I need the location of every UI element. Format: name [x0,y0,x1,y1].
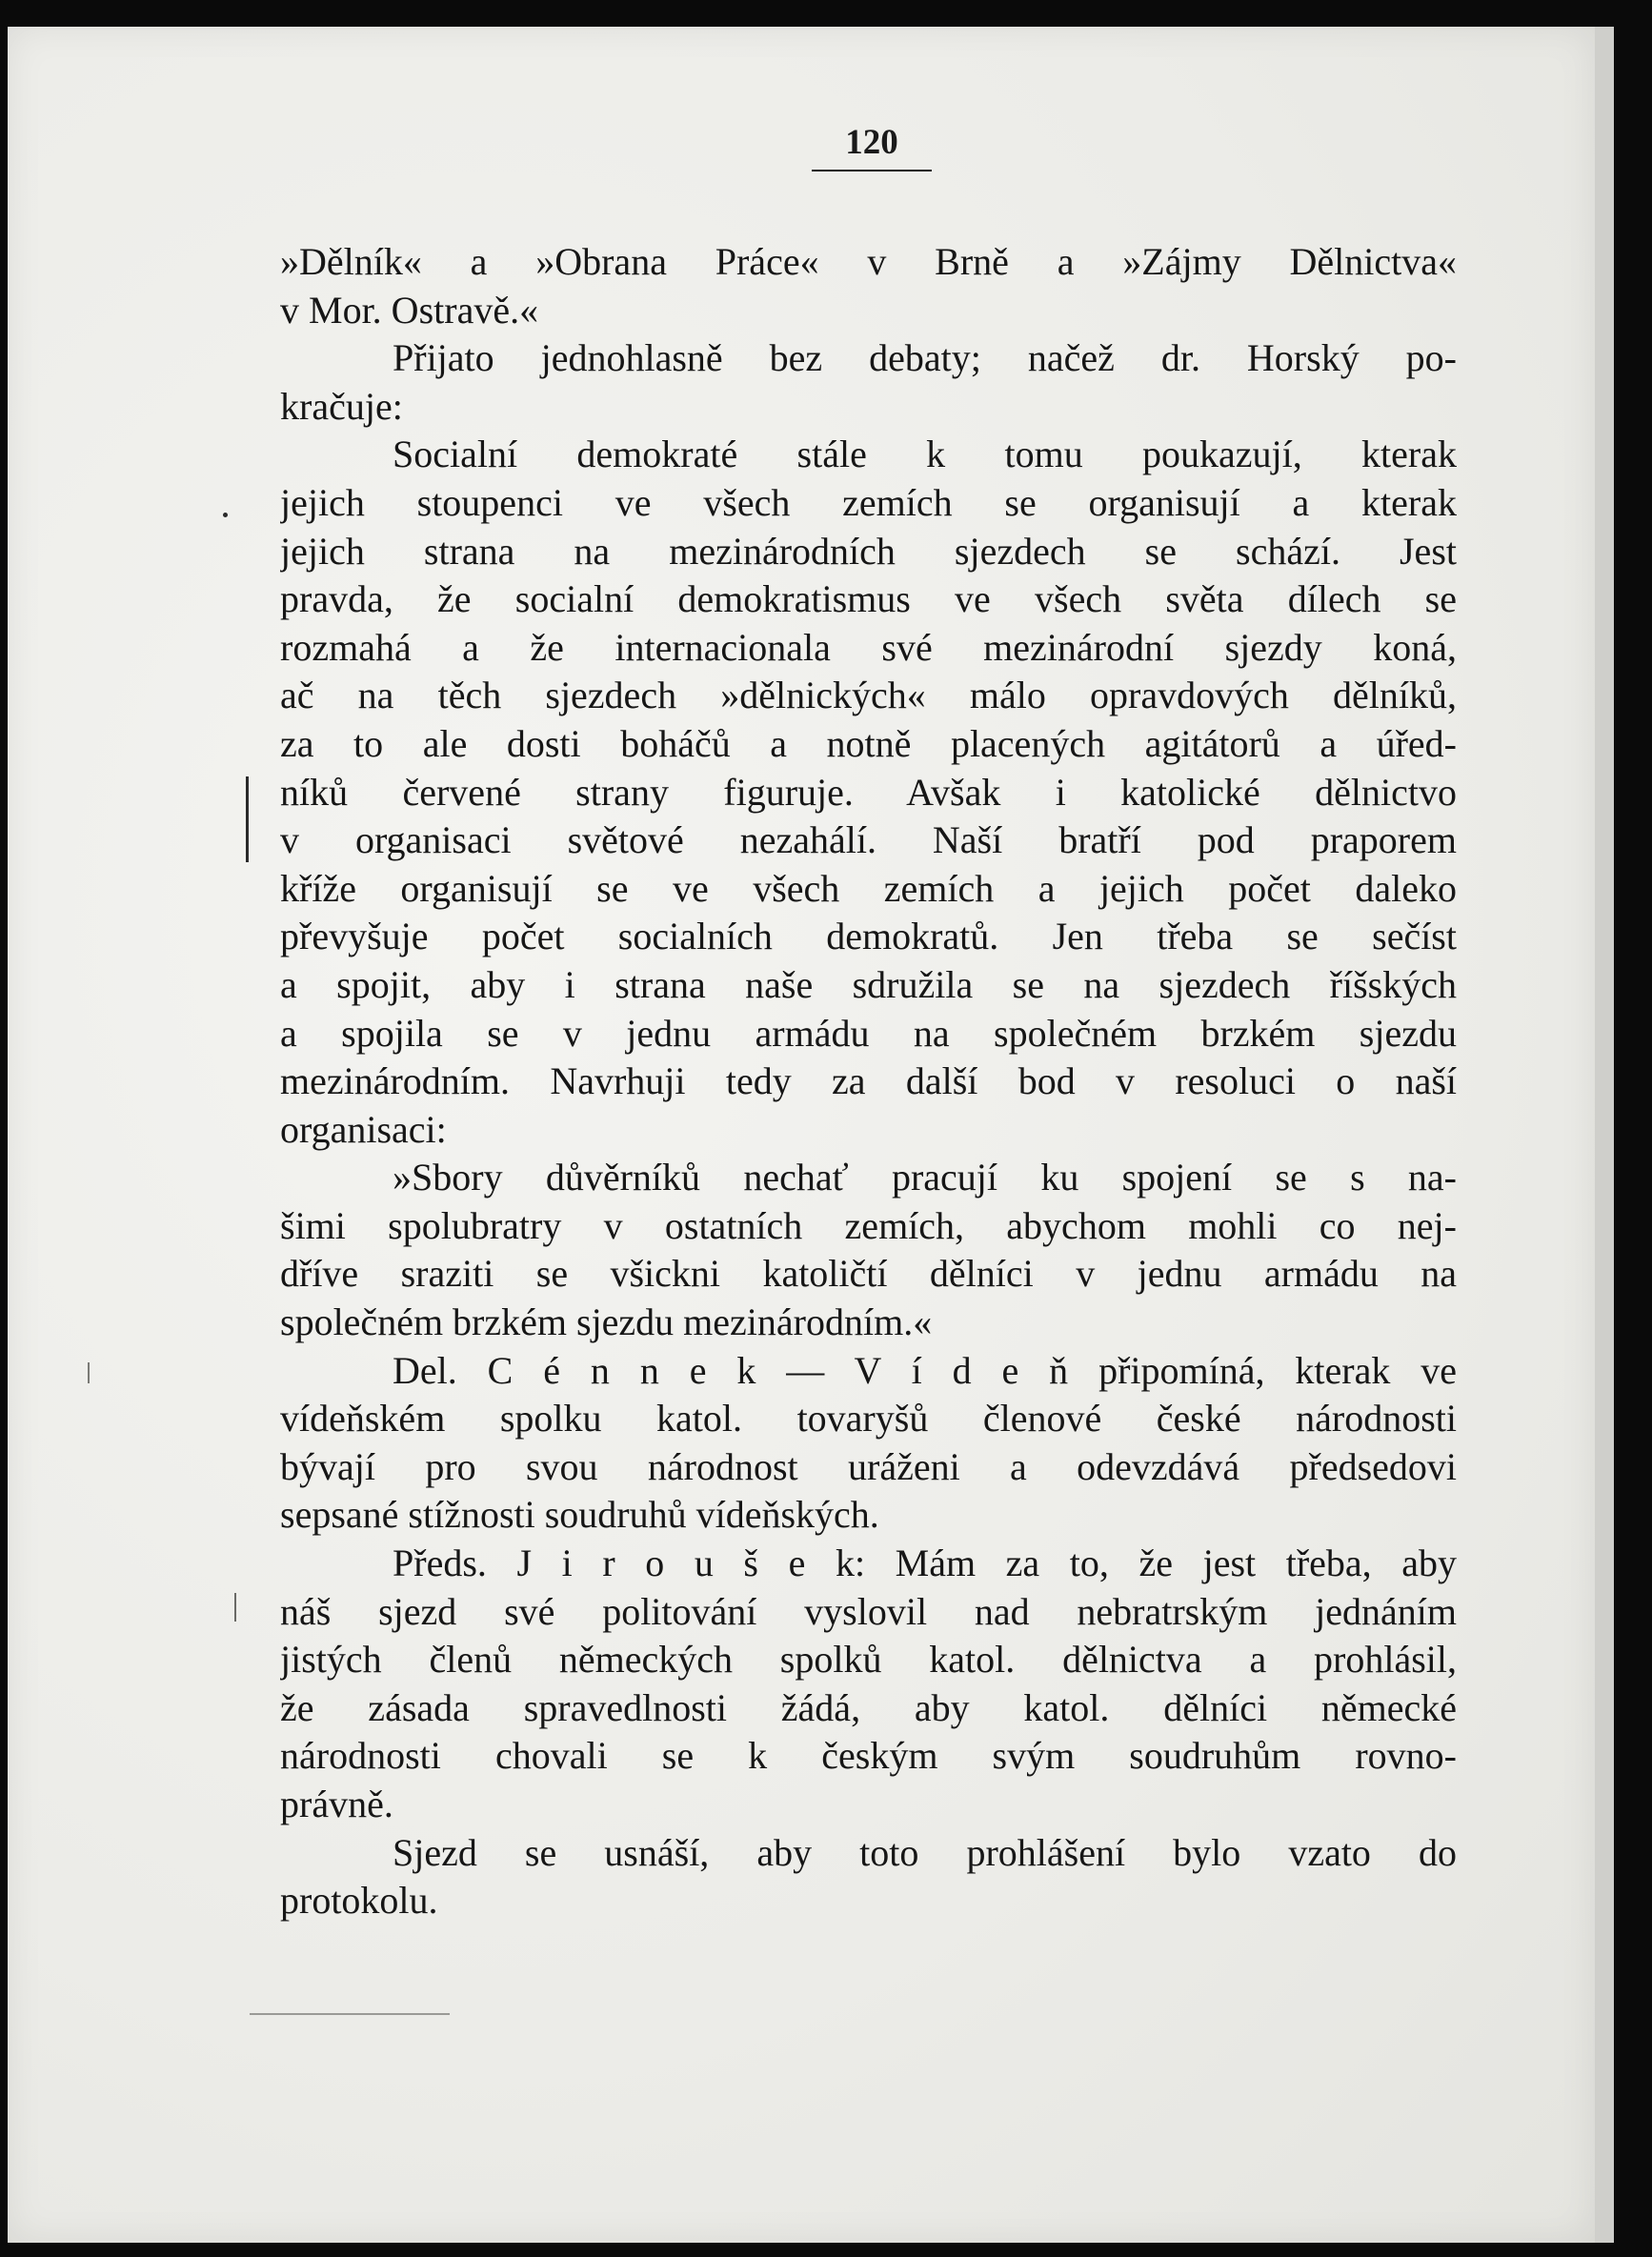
text-line: za to ale dosti boháčů a notně placených agitátorů a úřed- [280,721,1457,765]
text-line: a spojit, aby i strana naše sdružila se na sjezdech říšských [280,962,1457,1006]
text-line: kříže organisují se ve všech zemích a jejich počet daleko [280,866,1457,910]
text-line: náš sjezd své politování vyslovil nad nebratrským jednáním [280,1589,1457,1633]
text-line: že zásada spravedlnosti žádá, aby katol. dělníci německé [280,1685,1457,1729]
text-line: v Mor. Ostravě.« [280,288,539,332]
body-text [280,238,1457,1925]
text-line: níků červené strany figuruje. Avšak i katolické dělnictvo [280,770,1457,814]
text-line: mezinárodním. Navrhuji tedy za další bod v resoluci o naší [280,1059,1457,1103]
text-line: společném brzkém sjezdu mezinárodním.« [280,1300,933,1344]
text-line: »Sbory důvěrníků nechať pracují ku spojení se s na- [393,1156,1457,1199]
text-line: rozmahá a že internacionala své mezinárodní sjezdy koná, [280,625,1457,669]
text-line: vídeňském spolku katol. tovaryšů členové české národnosti [280,1397,1457,1441]
text-line: organisaci: [280,1107,447,1151]
text-line: protokolu. [280,1879,438,1923]
text-line: Přijato jednohlasně bez debaty; načež dr. Horský po- [393,336,1457,380]
margin-pencil-mark [246,776,249,862]
text-line: jejich stoupenci ve všech zemích se organisují a kterak [280,480,1457,524]
text-line: v organisaci světové nezahálí. Naší bratří pod praporem [280,818,1457,862]
text-line: šimi spolubratry v ostatních zemích, abychom mohli co nej- [280,1203,1457,1247]
text-line: právně. [280,1783,393,1825]
text-line: a spojila se v jednu armádu na společném brzkém sjezdu [280,1011,1457,1055]
text-line: převyšuje počet socialních demokratů. Jen třeba se sečíst [280,915,1457,958]
footer-rule [250,2013,450,2015]
text-line: jistých členů německých spolků katol. dělnictva a prohlásil, [280,1638,1457,1682]
page-number: 120 [845,123,898,162]
text-line: bývají pro svou národnost uráženi a odevzdává předsedovi [280,1444,1457,1488]
page-number-rule [812,170,932,171]
text-line: Del. C é n n e k — V í d e ň připomíná, kterak ve [393,1348,1457,1392]
page-edge [1595,27,1614,2243]
text-line: národnosti chovali se k českým svým soudruhům rovno- [280,1734,1457,1778]
text-line: ač na těch sjezdech »dělnických« málo opravdových dělníků, [280,674,1457,717]
text-line: »Dělník« a »Obrana Práce« v Brně a »Zájmy Dělnictva« [280,240,1457,283]
text-line: sepsané stížnosti soudruhů vídeňských. [280,1493,879,1537]
text-line: Předs. J i r o u š e k: Mám za to, že jest třeba, aby [393,1542,1457,1585]
margin-tick [88,1362,90,1383]
text-line: Socialní demokraté stále k tomu poukazují, kterak [393,433,1457,476]
text-line: jejich strana na mezinárodních sjezdech se schází. Jest [280,529,1457,573]
margin-tick [234,1593,236,1622]
text-line: dříve sraziti se všickni katoličtí dělníci v jednu armádu na [280,1252,1457,1296]
text-line: pravda, že socialní demokratismus ve všech světa dílech se [280,577,1457,621]
text-line: kračuje: [280,384,403,428]
text-line: Sjezd se usnáší, aby toto prohlášení bylo vzato do [393,1830,1457,1874]
margin-dot [223,513,228,517]
